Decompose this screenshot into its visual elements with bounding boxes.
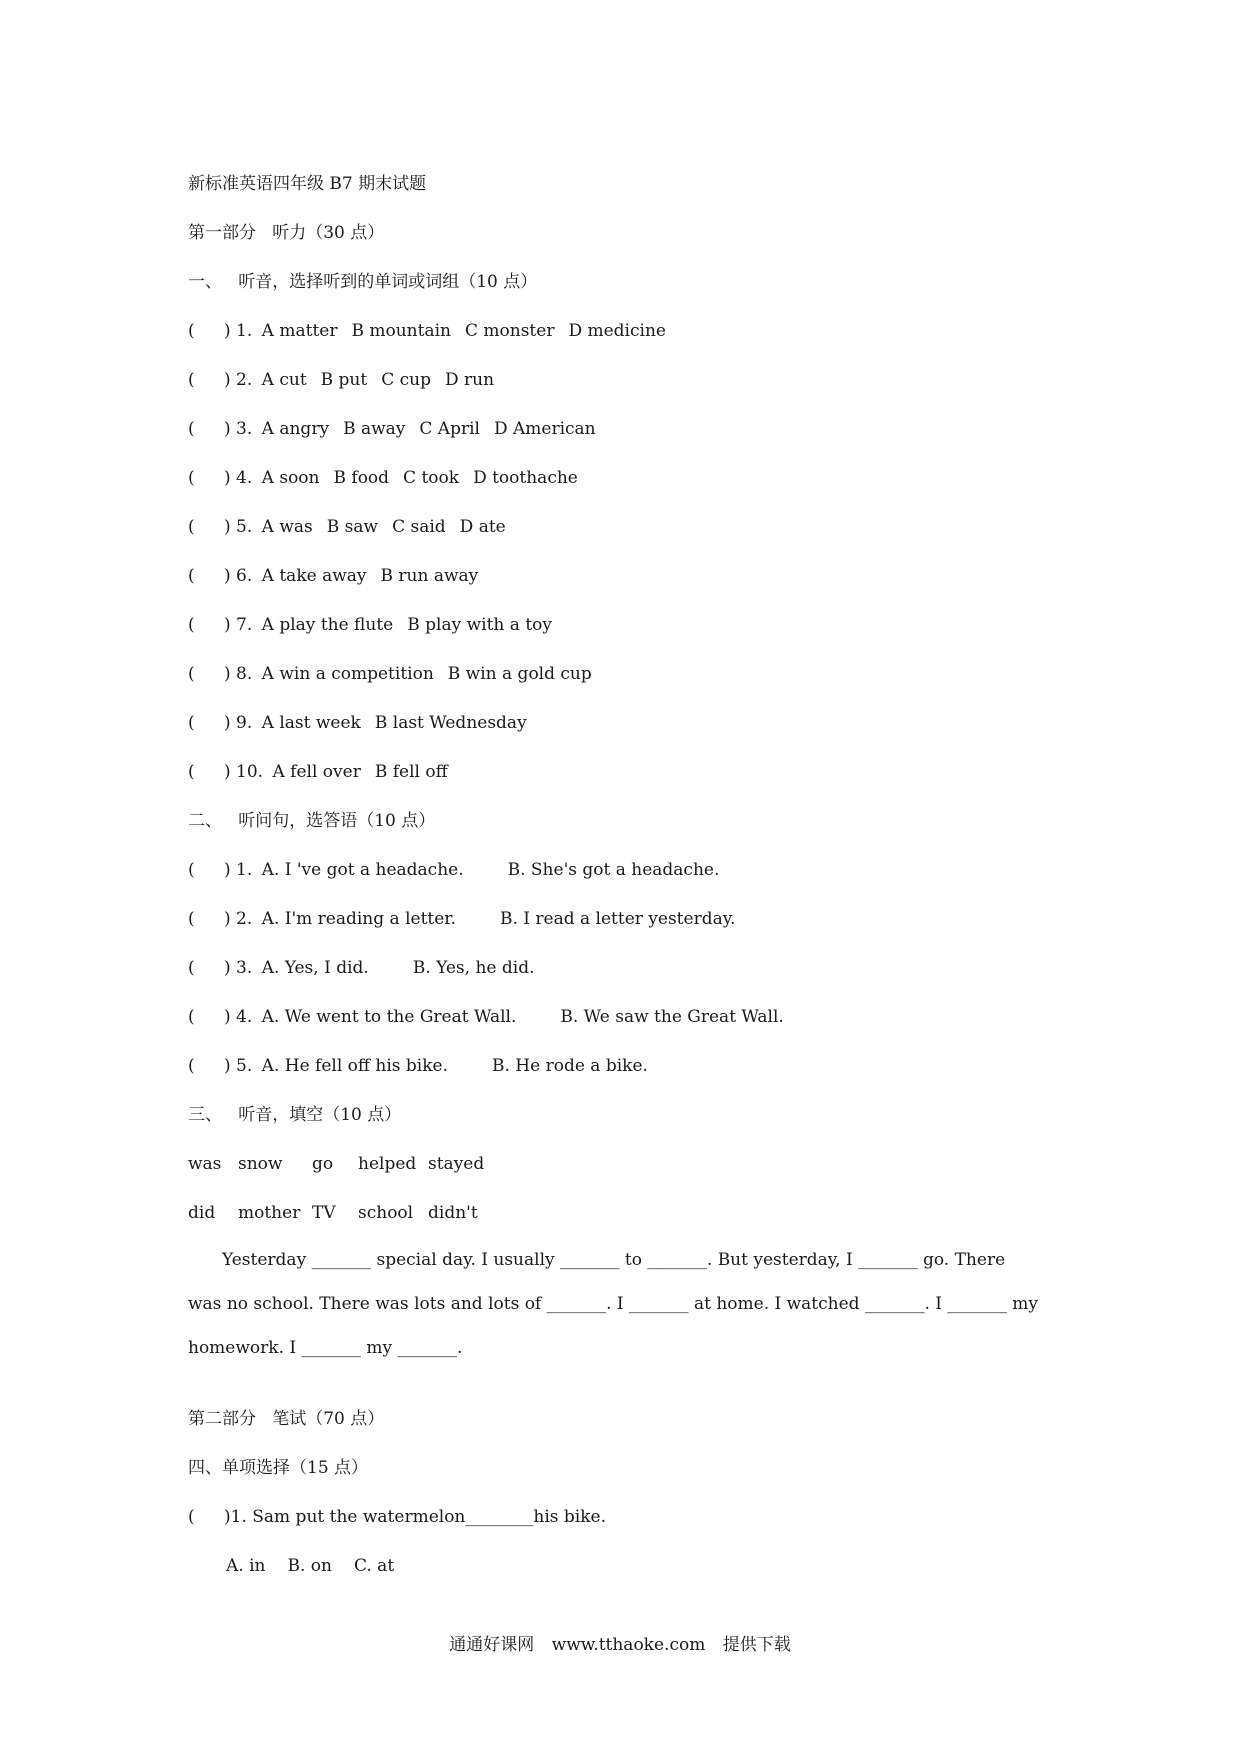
sec2-heading: 二、 听问句，选答语（10 点） xyxy=(188,811,436,831)
option-text: A. Yes, I did. xyxy=(261,958,369,978)
cloze-line-3: homework. I _______ my _______. xyxy=(188,1338,463,1358)
answer-paren[interactable]: ( xyxy=(188,615,195,635)
wordbank-word: TV xyxy=(312,1203,336,1223)
wordbank-row-1 xyxy=(188,1140,1068,1189)
wordbank-word: school xyxy=(358,1203,414,1223)
question-number: ) 8. xyxy=(224,664,258,684)
question-row xyxy=(188,503,1068,552)
cloze-line-1: Yesterday _______ special day. I usually _______ to _______. But yesterday, I _______ go. There xyxy=(222,1250,1006,1270)
option-text: B run away xyxy=(380,566,479,586)
question-row xyxy=(188,699,1068,748)
part1-heading: 第一部分 听力（30 点） xyxy=(188,223,385,243)
answer-paren[interactable]: ( xyxy=(188,517,195,537)
answer-paren[interactable]: ( xyxy=(188,1056,195,1076)
option-text: A. He fell off his bike. xyxy=(261,1056,448,1076)
wordbank-word: helped xyxy=(358,1154,417,1174)
spacer xyxy=(188,1370,1068,1395)
question-row xyxy=(188,601,1068,650)
wordbank-word: didn't xyxy=(428,1203,478,1223)
option-text: C cup xyxy=(381,370,431,390)
wordbank-word: mother xyxy=(238,1203,301,1223)
option-text: B food xyxy=(333,468,390,488)
option-text: B. She's got a headache. xyxy=(507,860,720,880)
question-number: ) 6. xyxy=(224,566,258,586)
option-text: A. I 've got a headache. xyxy=(261,860,464,880)
option-text: B. Yes, he did. xyxy=(412,958,535,978)
sec3-heading: 三、 听音，填空（10 点） xyxy=(188,1105,402,1125)
part2-heading: 第二部分 笔试（70 点） xyxy=(188,1409,385,1429)
option-text: A matter xyxy=(261,321,338,341)
sec4-question-1-options xyxy=(188,1542,1068,1591)
option-text: B saw xyxy=(326,517,379,537)
answer-paren[interactable]: ( xyxy=(188,958,195,978)
option-text: B away xyxy=(343,419,406,439)
option-text: A play the flute xyxy=(261,615,394,635)
question-row xyxy=(188,307,1068,356)
option-text: D run xyxy=(444,370,495,390)
question-number: ) 2. xyxy=(224,370,258,390)
option-text: A fell over xyxy=(272,762,361,782)
question-number: ) 5. xyxy=(224,517,258,537)
wordbank-word: did xyxy=(188,1203,216,1223)
option-text: A. in xyxy=(226,1556,266,1576)
answer-paren[interactable]: ( xyxy=(188,860,195,880)
option-text: B put xyxy=(320,370,368,390)
option-text: D American xyxy=(493,419,596,439)
question-number: ) 5. xyxy=(224,1056,258,1076)
cloze-line-2: was no school. There was lots and lots of _______. I _______ at home. I watched _______. I _______ my xyxy=(188,1294,1039,1314)
answer-paren[interactable]: ( xyxy=(188,566,195,586)
wordbank-word: was xyxy=(188,1154,222,1174)
question-number: ) 1. xyxy=(224,321,258,341)
answer-paren[interactable]: ( xyxy=(188,468,195,488)
question-row xyxy=(188,552,1068,601)
wordbank-word: go xyxy=(312,1154,334,1174)
option-text: B. I read a letter yesterday. xyxy=(499,909,736,929)
question-row xyxy=(188,650,1068,699)
answer-paren[interactable]: ( xyxy=(188,1007,195,1027)
option-text: C said xyxy=(392,517,446,537)
option-text: A last week xyxy=(261,713,361,733)
question-row xyxy=(188,454,1068,503)
option-text: A. We went to the Great Wall. xyxy=(261,1007,517,1027)
question-number: ) 9. xyxy=(224,713,258,733)
page-footer xyxy=(0,1630,1240,1655)
question-row xyxy=(188,944,1068,993)
sec1-heading: 一、 听音，选择听到的单词或词组（10 点） xyxy=(188,272,538,292)
option-text: C took xyxy=(403,468,460,488)
footer-url[interactable]: www.tthaoke.com xyxy=(551,1635,706,1655)
question-text: )1. Sam put the watermelon________his bike. xyxy=(224,1507,606,1527)
option-text: A angry xyxy=(261,419,330,439)
option-text: C monster xyxy=(464,321,555,341)
question-row xyxy=(188,895,1068,944)
question-row xyxy=(188,993,1068,1042)
question-row xyxy=(188,405,1068,454)
option-text: A win a competition xyxy=(261,664,434,684)
option-text: C April xyxy=(419,419,480,439)
answer-paren[interactable]: ( xyxy=(188,419,195,439)
option-text: A cut xyxy=(261,370,307,390)
option-text: D medicine xyxy=(568,321,666,341)
wordbank-word: stayed xyxy=(428,1154,485,1174)
question-number: ) 7. xyxy=(224,615,258,635)
question-number: ) 10. xyxy=(224,762,269,782)
option-text: A take away xyxy=(261,566,367,586)
question-row xyxy=(188,748,1068,797)
wordbank-word: snow xyxy=(238,1154,283,1174)
option-text: A. I'm reading a letter. xyxy=(261,909,456,929)
answer-paren[interactable]: ( xyxy=(188,664,195,684)
sec2-question-list xyxy=(188,846,1068,1091)
option-text: B fell off xyxy=(374,762,448,782)
question-number: ) 3. xyxy=(224,958,258,978)
question-number: ) 4. xyxy=(224,1007,258,1027)
option-text: B. We saw the Great Wall. xyxy=(560,1007,784,1027)
question-row xyxy=(188,846,1068,895)
answer-paren[interactable]: ( xyxy=(188,713,195,733)
question-row xyxy=(188,356,1068,405)
option-text: B play with a toy xyxy=(407,615,552,635)
question-number: ) 4. xyxy=(224,468,258,488)
wordbank-row-2 xyxy=(188,1189,1068,1238)
answer-paren[interactable]: ( xyxy=(188,909,195,929)
footer-note: 提供下载 xyxy=(722,1635,791,1655)
question-row xyxy=(188,1042,1068,1091)
option-text: B mountain xyxy=(351,321,451,341)
option-text: A was xyxy=(261,517,313,537)
option-text: D toothache xyxy=(473,468,578,488)
option-text: B. on xyxy=(287,1556,332,1576)
option-text: D ate xyxy=(459,517,506,537)
question-number: ) 3. xyxy=(224,419,258,439)
sec4-heading: 四、单项选择（15 点） xyxy=(188,1458,369,1478)
option-text: C. at xyxy=(353,1556,395,1576)
option-text: B. He rode a bike. xyxy=(492,1056,648,1076)
option-text: B last Wednesday xyxy=(374,713,527,733)
question-number: ) 1. xyxy=(224,860,258,880)
page-title: 新标准英语四年级 B7 期末试题 xyxy=(188,174,427,194)
sec4-question-1 xyxy=(188,1493,1068,1542)
answer-paren[interactable]: ( xyxy=(188,762,195,782)
footer-site: 通通好课网 xyxy=(449,1635,535,1655)
option-text: A soon xyxy=(261,468,320,488)
option-text: B win a gold cup xyxy=(447,664,592,684)
sec1-question-list xyxy=(188,307,1068,797)
exam-page xyxy=(188,160,1068,1591)
answer-paren[interactable]: ( xyxy=(188,1507,195,1527)
question-number: ) 2. xyxy=(224,909,258,929)
answer-paren[interactable]: ( xyxy=(188,321,195,341)
answer-paren[interactable]: ( xyxy=(188,370,195,390)
